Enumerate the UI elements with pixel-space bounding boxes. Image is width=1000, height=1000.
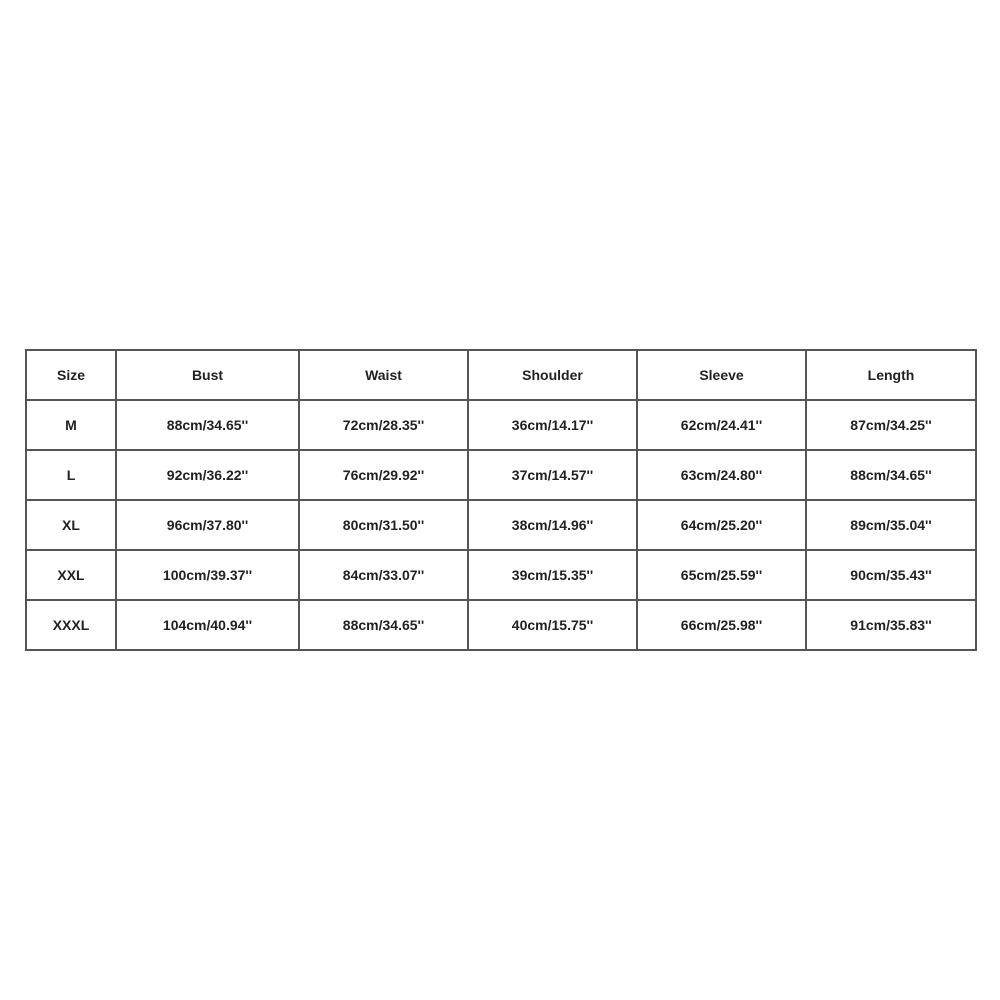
shoulder-cell: 38cm/14.96'': [468, 500, 637, 550]
bust-cell: 92cm/36.22'': [116, 450, 299, 500]
waist-cell: 80cm/31.50'': [299, 500, 468, 550]
shoulder-cell: 40cm/15.75'': [468, 600, 637, 650]
length-cell: 89cm/35.04'': [806, 500, 976, 550]
size-cell: M: [26, 400, 116, 450]
header-waist: Waist: [299, 350, 468, 400]
waist-cell: 76cm/29.92'': [299, 450, 468, 500]
shoulder-cell: 37cm/14.57'': [468, 450, 637, 500]
sleeve-cell: 62cm/24.41'': [637, 400, 806, 450]
table-row: [26, 600, 976, 650]
length-cell: 87cm/34.25'': [806, 400, 976, 450]
header-shoulder: Shoulder: [468, 350, 637, 400]
waist-cell: 84cm/33.07'': [299, 550, 468, 600]
size-chart-table: [25, 349, 977, 651]
table-row: [26, 550, 976, 600]
bust-cell: 88cm/34.65'': [116, 400, 299, 450]
waist-cell: 88cm/34.65'': [299, 600, 468, 650]
header-sleeve: Sleeve: [637, 350, 806, 400]
length-cell: 90cm/35.43'': [806, 550, 976, 600]
header-size: Size: [26, 350, 116, 400]
length-cell: 88cm/34.65'': [806, 450, 976, 500]
sleeve-cell: 66cm/25.98'': [637, 600, 806, 650]
waist-cell: 72cm/28.35'': [299, 400, 468, 450]
sleeve-cell: 64cm/25.20'': [637, 500, 806, 550]
bust-cell: 96cm/37.80'': [116, 500, 299, 550]
bust-cell: 104cm/40.94'': [116, 600, 299, 650]
table-row: [26, 400, 976, 450]
size-cell: L: [26, 450, 116, 500]
sleeve-cell: 65cm/25.59'': [637, 550, 806, 600]
size-cell: XL: [26, 500, 116, 550]
sleeve-cell: 63cm/24.80'': [637, 450, 806, 500]
header-length: Length: [806, 350, 976, 400]
header-row: [26, 350, 976, 400]
length-cell: 91cm/35.83'': [806, 600, 976, 650]
table-row: [26, 500, 976, 550]
shoulder-cell: 39cm/15.35'': [468, 550, 637, 600]
header-bust: Bust: [116, 350, 299, 400]
shoulder-cell: 36cm/14.17'': [468, 400, 637, 450]
size-cell: XXXL: [26, 600, 116, 650]
table-row: [26, 450, 976, 500]
size-cell: XXL: [26, 550, 116, 600]
bust-cell: 100cm/39.37'': [116, 550, 299, 600]
